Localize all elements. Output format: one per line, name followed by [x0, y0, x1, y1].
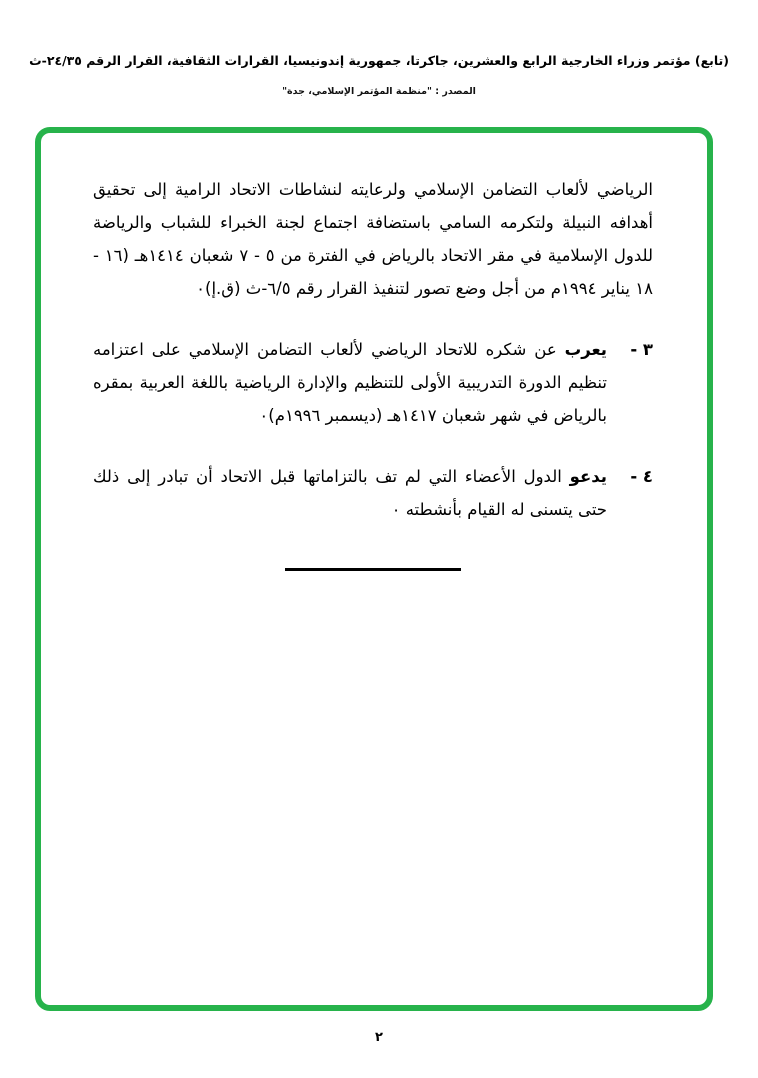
item-3-rest: عن شكره للاتحاد الرياضي لألعاب التضامن الإسلامي على اعتزامه تنظيم الدورة التدريبية الأولى للتنظيم والإدارة الرياضية باللغة العربية بمقره بالرياض في شهر شعبان ١٤١٧هـ (ديسمبر ١٩٩٦م)٠ — [93, 340, 607, 425]
page-number: ٢ — [375, 1030, 383, 1045]
item-4-lead-word: يدعو — [569, 467, 607, 486]
item-4-text — [93, 460, 607, 526]
document-source-line: المصدر : "منظمة المؤتمر الإسلامي، جدة" — [282, 86, 476, 97]
numbered-item-3 — [93, 333, 653, 432]
item-4-number: ٤ - — [630, 467, 653, 486]
item-4-rest: الدول الأعضاء التي لم تف بالتزاماتها قبل الاتحاد أن تبادر إلى ذلك حتى يتسنى له القيام بأنشطته ٠ — [93, 467, 607, 519]
item-3-number: ٣ - — [630, 340, 653, 359]
continuation-paragraph: الرياضي لألعاب التضامن الإسلامي ولرعايته لنشاطات الاتحاد الرامية إلى تحقيق أهدافه النبيلة ولتكرمه السامي باستضافة اجتماع لجنة الخبراء للشباب والرياضة للدول الإسلامية في مقر الاتحاد بالرياض في الفترة من ٥ - ٧ شعبان ١٤١٤هـ (١٦ - ١٨ يناير ١٩٩٤م من أجل وضع تصور لتنفيذ القرار رقم ٦/٥-ث (ق.إ)٠ — [93, 180, 654, 298]
document-header-title: (تابع) مؤتمر وزراء الخارجية الرابع والعشرين، جاكرتا، جمهورية إندونيسيا، القرارات الثقافية، القرار الرقم ٢٤/٣٥-ث — [29, 53, 729, 68]
document-body — [93, 173, 653, 571]
section-divider-line — [285, 568, 461, 571]
item-3-text — [93, 333, 607, 432]
numbered-item-4 — [93, 460, 653, 526]
item-3-lead-word: يعرب — [564, 340, 607, 359]
